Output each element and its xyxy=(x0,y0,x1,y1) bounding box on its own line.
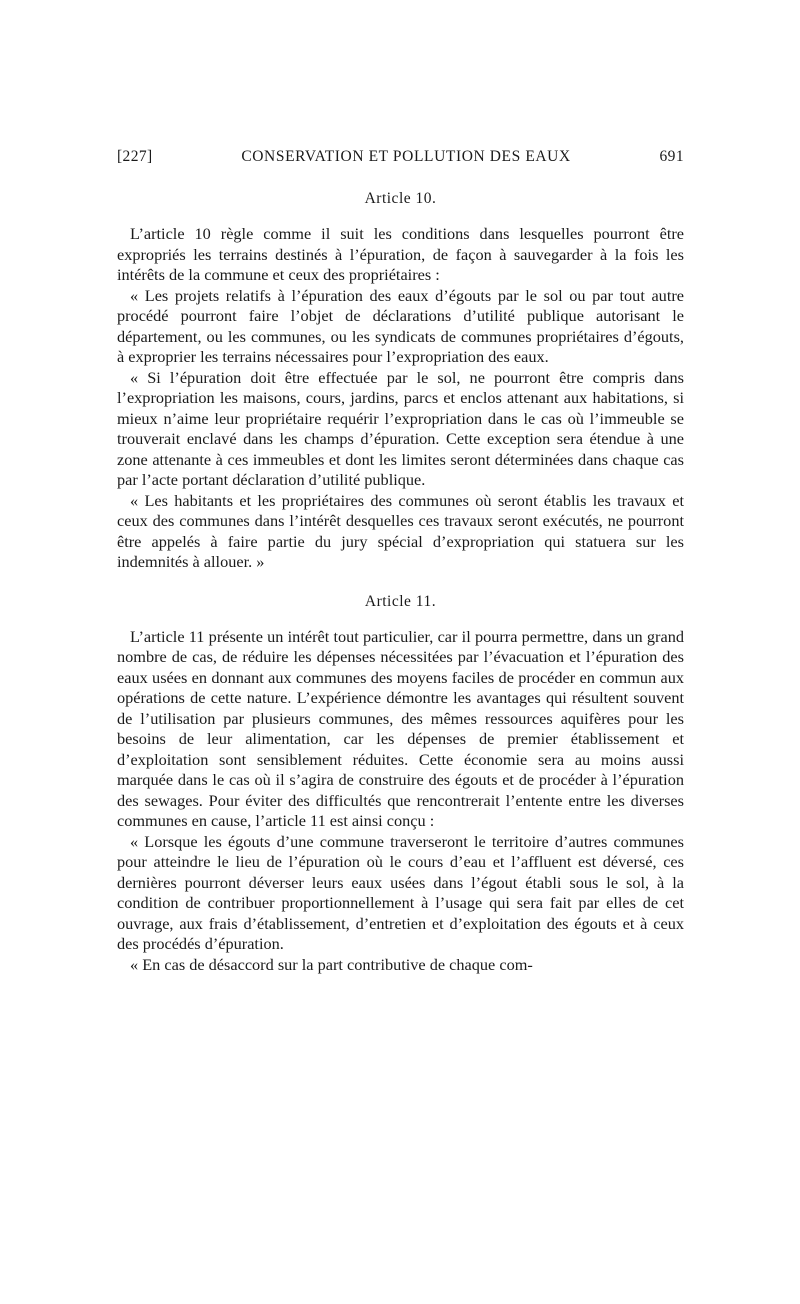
running-header xyxy=(117,148,684,172)
quoted-paragraph: « Les habitants et les propriétaires des communes où seront établis les travaux et ceux des communes dans l’intérêt desquelles ces travaux seront exécutés, ne pourront être appelés à faire partie du jury spécial d’expropriation qui statuera sur les indemnités à allouer. » xyxy=(117,490,684,571)
article-11-body xyxy=(117,627,684,976)
article-10-body xyxy=(117,224,684,573)
page-number: 691 xyxy=(659,148,684,165)
page-reference: [227] xyxy=(117,148,153,165)
article-10-heading: Article 10. xyxy=(364,190,437,207)
running-title: CONSERVATION ET POLLUTION DES EAUX xyxy=(241,148,571,165)
book-page xyxy=(117,148,684,975)
paragraph: L’article 11 présente un intérêt tout particulier, car il pourra permettre, dans un grand nombre de cas, de réduire les dépenses nécessitées par l’évacuation et l’épuration des eaux usées en donnant aux communes des moyens faciles de procéder en commun aux opérations de cette nature. L’expérience démontre les avantages qui résultent souvent de l’utilisation par plusieurs communes, des mêmes ressources aquifères pour les besoins de leur alimentation, car les dépenses de premier établissement et d’exploitation sont sensiblement réduites. Cette économie sera au moins aussi marquée dans le cas où il s’agira de construire des égouts et de procéder à l’épuration des sewages. Pour éviter des difficultés que rencontrerait l’entente entre les diverses communes en cause, l’article 11 est ainsi conçu : xyxy=(117,626,684,830)
quoted-paragraph: « Si l’épuration doit être effectuée par le sol, ne pourront être compris dans l’expropriation les maisons, cours, jardins, parcs et enclos attenant aux habitations, si mieux n’aime leur propriétaire requérir l’expropriation dans le cas où l’immeuble se trouverait enclavé dans les champs d’épuration. Cette exception sera étendue à une zone attenante à ces immeubles et dont les limites seront déterminées dans chaque cas par l’acte portant déclaration d’utilité publique. xyxy=(117,367,684,489)
article-11-heading: Article 11. xyxy=(364,592,437,610)
quoted-paragraph: « En cas de désaccord sur la part contributive de chaque com- xyxy=(130,954,533,974)
paragraph: L’article 10 règle comme il suit les conditions dans lesquelles pourront être expropriés les terrains destinés à l’épuration, de façon à sauvegarder à la fois les intérêts de la commune et ceux des propriétaires : xyxy=(117,224,684,284)
quoted-paragraph: « Les projets relatifs à l’épuration des eaux d’égouts par le sol ou par tout autre procédé pourront faire l’objet de déclarations d’utilité publique autorisant le département, ou les communes, ou les syndicats de communes propriétaires d’égouts, à exproprier les terrains nécessaires pour l’expropriation des eaux. xyxy=(117,285,684,366)
quoted-paragraph: « Lorsque les égouts d’une commune traverseront le territoire d’autres communes pour atteindre le lieu de l’épuration où le cours d’eau et l’affluent est déversé, ces dernières pourront déverser leurs eaux usées dans l’égout établi sous le sol, à la condition de contribuer proportionnellement à l’usage qui sera fait par elles de cet ouvrage, aux frais d’établissement, d’entretien et d’exploitation des égouts et à ceux des procédés d’épuration. xyxy=(117,831,684,953)
